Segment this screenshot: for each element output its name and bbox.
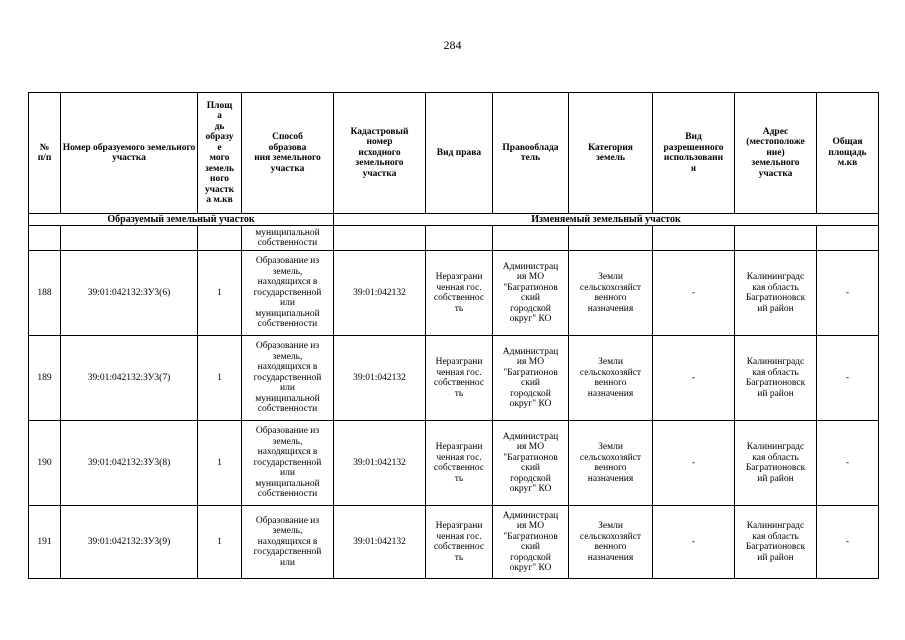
row-right-type: Неразграни ченная гос. собственнос ть <box>426 336 493 421</box>
header-total-area: Общая площадь м.кв <box>817 93 879 214</box>
row-permitted-use: - <box>653 336 735 421</box>
partial-method: муниципальной собственности <box>242 226 334 251</box>
row-total-area: - <box>817 506 879 579</box>
row-right-type: Неразграни ченная гос. собственнос ть <box>426 251 493 336</box>
row-plot-number: 39:01:042132:ЗУ3(8) <box>61 421 198 506</box>
row-category: Земли сельскохозяйст венного назначения <box>569 251 653 336</box>
row-plot-number: 39:01:042132:ЗУ3(9) <box>61 506 198 579</box>
header-holder: Правооблада тель <box>493 93 569 214</box>
row-address: Калининградс кая область Багратионовск ий район <box>735 336 817 421</box>
row-address: Калининградс кая область Багратионовск ий район <box>735 251 817 336</box>
section-right: Изменяемый земельный участок <box>334 214 879 226</box>
table-row <box>29 336 879 421</box>
header-area: Площ а дь образу е мого земель ного участк а м.кв <box>198 93 242 214</box>
row-permitted-use: - <box>653 421 735 506</box>
row-address: Калининградс кая область Багратионовск ий район <box>735 421 817 506</box>
section-row <box>29 214 879 226</box>
land-plots-table <box>28 92 879 579</box>
row-area: 1 <box>198 506 242 579</box>
row-cadastral: 39:01:042132 <box>334 336 426 421</box>
table-row <box>29 251 879 336</box>
row-total-area: - <box>817 336 879 421</box>
table-row <box>29 506 879 579</box>
row-num: 190 <box>29 421 61 506</box>
row-category: Земли сельскохозяйст венного назначения <box>569 421 653 506</box>
header-row <box>29 93 879 214</box>
row-plot-number: 39:01:042132:ЗУ3(6) <box>61 251 198 336</box>
header-method: Способ образова ния земельного участка <box>242 93 334 214</box>
header-address: Адрес (местоположе ние) земельного участка <box>735 93 817 214</box>
row-area: 1 <box>198 336 242 421</box>
row-method: Образование из земель, находящихся в государственной или муниципальной собственности <box>242 421 334 506</box>
row-category: Земли сельскохозяйст венного назначения <box>569 506 653 579</box>
row-num: 189 <box>29 336 61 421</box>
row-permitted-use: - <box>653 251 735 336</box>
row-holder: Администрац ия МО "Багратионов ский городской округ" КО <box>493 506 569 579</box>
row-address: Калининградс кая область Багратионовск ий район <box>735 506 817 579</box>
row-right-type: Неразграни ченная гос. собственнос ть <box>426 421 493 506</box>
table-row <box>29 421 879 506</box>
row-permitted-use: - <box>653 506 735 579</box>
row-right-type: Неразграни ченная гос. собственнос ть <box>426 506 493 579</box>
row-num: 191 <box>29 506 61 579</box>
page-number: 284 <box>443 38 462 52</box>
header-permitted-use: Вид разрешенного использовани я <box>653 93 735 214</box>
row-method: Образование из земель, находящихся в государственной или муниципальной собственности <box>242 336 334 421</box>
row-holder: Администрац ия МО "Багратионов ский городской округ" КО <box>493 421 569 506</box>
row-plot-number: 39:01:042132:ЗУ3(7) <box>61 336 198 421</box>
row-num: 188 <box>29 251 61 336</box>
row-method: Образование из земель, находящихся в государственной или <box>242 506 334 579</box>
header-right-type: Вид права <box>426 93 493 214</box>
row-method: Образование из земель, находящихся в государственной или муниципальной собственности <box>242 251 334 336</box>
partial-row <box>29 226 879 251</box>
row-cadastral: 39:01:042132 <box>334 506 426 579</box>
header-cadastral: Кадастровый номер исходного земельного участка <box>334 93 426 214</box>
header-num: № п/п <box>29 93 61 214</box>
section-left: Образуемый земельный участок <box>29 214 334 226</box>
row-area: 1 <box>198 421 242 506</box>
header-category: Категория земель <box>569 93 653 214</box>
row-total-area: - <box>817 251 879 336</box>
row-total-area: - <box>817 421 879 506</box>
row-cadastral: 39:01:042132 <box>334 421 426 506</box>
row-cadastral: 39:01:042132 <box>334 251 426 336</box>
row-category: Земли сельскохозяйст венного назначения <box>569 336 653 421</box>
row-area: 1 <box>198 251 242 336</box>
row-holder: Администрац ия МО "Багратионов ский городской округ" КО <box>493 251 569 336</box>
row-holder: Администрац ия МО "Багратионов ский городской округ" КО <box>493 336 569 421</box>
header-plot-number: Номер образуемого земельного участка <box>61 93 198 214</box>
